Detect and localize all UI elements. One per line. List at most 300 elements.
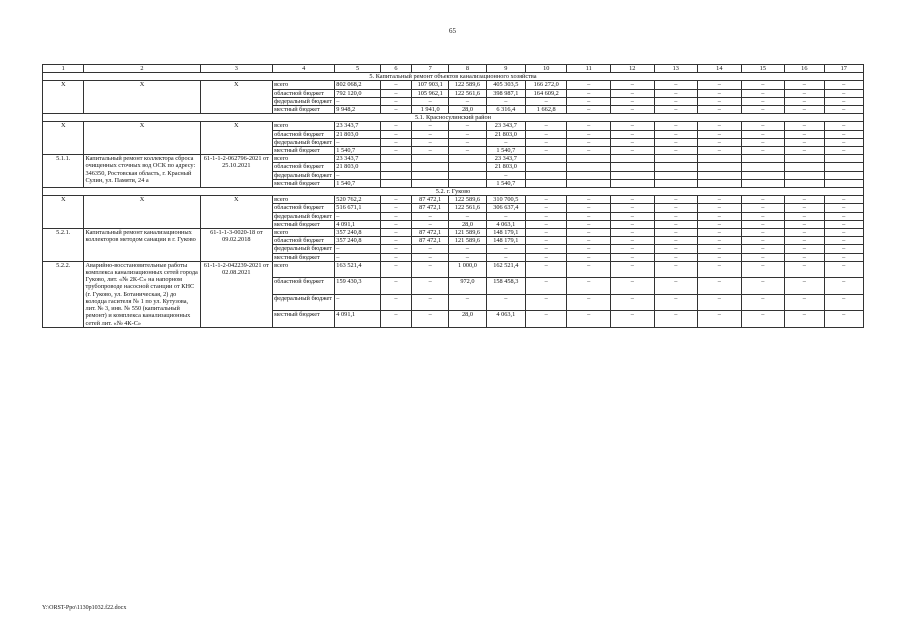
amount-cell: – [486, 138, 525, 146]
amount-cell: – [611, 106, 655, 114]
amount-cell: – [654, 97, 698, 105]
amount-cell [412, 155, 449, 163]
amount-cell [824, 171, 863, 179]
amount-cell: – [741, 212, 785, 220]
amount-cell: 1 540,7 [335, 179, 381, 187]
amount-cell: – [412, 311, 449, 327]
amount-cell [567, 163, 611, 171]
amount-cell: – [698, 204, 742, 212]
amount-cell: – [824, 130, 863, 138]
amount-cell: – [698, 237, 742, 245]
amount-cell: 87 472,1 [412, 196, 449, 204]
amount-cell: 1 540,7 [486, 179, 525, 187]
amount-cell: – [380, 138, 411, 146]
amount-cell: – [698, 97, 742, 105]
column-number: 14 [698, 65, 742, 73]
section-title: 5.2. г. Гуково [43, 188, 864, 196]
funding-source: федеральный бюджет [273, 212, 335, 220]
funding-source: местный бюджет [273, 311, 335, 327]
amount-cell: – [486, 171, 525, 179]
amount-cell [412, 171, 449, 179]
amount-cell: – [526, 245, 567, 253]
amount-cell: 21 803,0 [335, 130, 381, 138]
item-name: Капитальный ремонт коллектора сброса очищенных сточных вод ОСК по адресу: 346350, Ростовская область, г. Красный Сулин, ул. Памяти, 24 а [84, 155, 200, 188]
amount-cell: – [567, 245, 611, 253]
funding-source: областной бюджет [273, 163, 335, 171]
amount-cell: 21 803,0 [486, 163, 525, 171]
amount-cell: 1 662,8 [526, 106, 567, 114]
funding-source: местный бюджет [273, 253, 335, 261]
amount-cell: 1 000,0 [449, 261, 486, 277]
amount-cell: – [698, 212, 742, 220]
amount-cell: – [449, 294, 486, 310]
column-number: 13 [654, 65, 698, 73]
amount-cell: 1 540,7 [486, 147, 525, 155]
amount-cell [611, 171, 655, 179]
column-number: 8 [449, 65, 486, 73]
funding-source: всего [273, 81, 335, 89]
amount-cell [526, 163, 567, 171]
amount-cell: 972,0 [449, 278, 486, 294]
column-number-row [43, 65, 864, 73]
amount-cell: – [380, 261, 411, 277]
amount-cell: – [654, 229, 698, 237]
amount-cell: – [412, 122, 449, 130]
section-title-row [43, 73, 864, 81]
amount-cell: 9 948,2 [335, 106, 381, 114]
amount-cell: – [412, 147, 449, 155]
amount-cell: 148 179,1 [486, 237, 525, 245]
amount-cell: – [449, 253, 486, 261]
amount-cell [526, 179, 567, 187]
amount-cell [824, 155, 863, 163]
amount-cell: – [741, 97, 785, 105]
amount-cell [824, 163, 863, 171]
funding-source: федеральный бюджет [273, 294, 335, 310]
amount-cell: 23 343,7 [486, 122, 525, 130]
amount-cell: – [824, 138, 863, 146]
amount-cell: – [526, 237, 567, 245]
amount-cell: – [526, 253, 567, 261]
amount-cell: – [785, 122, 824, 130]
amount-cell: – [824, 81, 863, 89]
column-number: 15 [741, 65, 785, 73]
item-document: Х [200, 196, 273, 229]
table-row [43, 196, 864, 204]
amount-cell: – [412, 253, 449, 261]
amount-cell: – [785, 97, 824, 105]
amount-cell [611, 163, 655, 171]
column-number: 2 [84, 65, 200, 73]
funding-source: областной бюджет [273, 278, 335, 294]
amount-cell: – [380, 212, 411, 220]
amount-cell: – [526, 196, 567, 204]
amount-cell: 23 343,7 [486, 155, 525, 163]
amount-cell: – [654, 220, 698, 228]
amount-cell: 28,0 [449, 106, 486, 114]
amount-cell: – [824, 122, 863, 130]
item-number: 5.2.1. [43, 229, 84, 262]
amount-cell: 23 343,7 [335, 155, 381, 163]
amount-cell: – [335, 253, 381, 261]
funding-source: местный бюджет [273, 106, 335, 114]
amount-cell [741, 155, 785, 163]
amount-cell: – [611, 212, 655, 220]
funding-source: всего [273, 229, 335, 237]
amount-cell: – [412, 220, 449, 228]
amount-cell: – [611, 138, 655, 146]
amount-cell: – [380, 106, 411, 114]
amount-cell: – [380, 89, 411, 97]
funding-source: федеральный бюджет [273, 171, 335, 179]
amount-cell: – [412, 212, 449, 220]
funding-source: областной бюджет [273, 130, 335, 138]
amount-cell: – [449, 130, 486, 138]
table-row [43, 261, 864, 277]
amount-cell: – [526, 229, 567, 237]
amount-cell: – [412, 278, 449, 294]
amount-cell: – [380, 311, 411, 327]
amount-cell: 148 179,1 [486, 229, 525, 237]
amount-cell: – [785, 89, 824, 97]
amount-cell: 158 458,3 [486, 278, 525, 294]
item-document: Х [200, 81, 273, 114]
amount-cell: – [698, 89, 742, 97]
amount-cell: – [611, 229, 655, 237]
amount-cell: – [611, 237, 655, 245]
amount-cell: – [824, 204, 863, 212]
amount-cell: – [741, 204, 785, 212]
amount-cell: – [567, 229, 611, 237]
amount-cell: – [654, 81, 698, 89]
amount-cell: – [785, 229, 824, 237]
amount-cell: – [741, 106, 785, 114]
amount-cell: – [567, 147, 611, 155]
amount-cell: 23 343,7 [335, 122, 381, 130]
amount-cell [654, 179, 698, 187]
amount-cell [741, 163, 785, 171]
amount-cell: – [380, 253, 411, 261]
amount-cell [654, 163, 698, 171]
amount-cell: – [741, 294, 785, 310]
amount-cell: – [526, 122, 567, 130]
amount-cell: – [824, 196, 863, 204]
amount-cell [380, 155, 411, 163]
amount-cell: 792 120,0 [335, 89, 381, 97]
item-number: Х [43, 81, 84, 114]
amount-cell: – [785, 220, 824, 228]
amount-cell [380, 179, 411, 187]
amount-cell: – [785, 253, 824, 261]
item-name: Аварийно-восстановительные работы комплекса канализационных сетей города Гуково, лит. «№ 2К-С» на напорном трубопроводе насосной станции от КНС (г. Гуково, ул. Ботаническая, 2) до колодца гасителя № 1 по ул. Кутузова, лит. № 3, инв. № 550 (капитальный ремонт) и комплекса канализационных сетей лит. «№ 4К-С» [84, 261, 200, 327]
amount-cell [449, 163, 486, 171]
amount-cell: – [654, 204, 698, 212]
amount-cell [698, 179, 742, 187]
amount-cell: – [785, 212, 824, 220]
amount-cell: – [654, 237, 698, 245]
amount-cell: 516 671,1 [335, 204, 381, 212]
amount-cell: – [698, 278, 742, 294]
amount-cell: 398 987,1 [486, 89, 525, 97]
amount-cell: – [741, 138, 785, 146]
amount-cell: – [824, 278, 863, 294]
amount-cell: – [654, 294, 698, 310]
amount-cell: 105 962,1 [412, 89, 449, 97]
amount-cell: – [654, 245, 698, 253]
amount-cell [741, 171, 785, 179]
amount-cell: 4 063,1 [486, 311, 525, 327]
amount-cell: – [449, 245, 486, 253]
column-number: 7 [412, 65, 449, 73]
funding-source: местный бюджет [273, 220, 335, 228]
column-number: 17 [824, 65, 863, 73]
amount-cell [654, 171, 698, 179]
amount-cell [654, 155, 698, 163]
amount-cell: – [567, 237, 611, 245]
amount-cell: – [824, 212, 863, 220]
amount-cell: 4 091,1 [335, 311, 381, 327]
amount-cell: – [785, 294, 824, 310]
amount-cell: – [654, 106, 698, 114]
funding-source: областной бюджет [273, 204, 335, 212]
amount-cell: – [741, 122, 785, 130]
amount-cell: – [611, 294, 655, 310]
amount-cell: 21 803,0 [486, 130, 525, 138]
amount-cell: 4 063,1 [486, 220, 525, 228]
amount-cell: – [785, 138, 824, 146]
amount-cell: – [824, 89, 863, 97]
amount-cell: – [380, 122, 411, 130]
amount-cell: – [698, 138, 742, 146]
amount-cell: – [741, 245, 785, 253]
amount-cell: – [611, 204, 655, 212]
amount-cell [785, 155, 824, 163]
amount-cell: – [824, 245, 863, 253]
amount-cell: – [785, 106, 824, 114]
amount-cell: – [611, 311, 655, 327]
amount-cell: – [380, 147, 411, 155]
amount-cell [412, 163, 449, 171]
table-row [43, 155, 864, 163]
amount-cell [611, 179, 655, 187]
amount-cell: – [611, 122, 655, 130]
item-number: 5.2.2. [43, 261, 84, 327]
amount-cell: – [412, 261, 449, 277]
table-row [43, 122, 864, 130]
amount-cell: – [741, 220, 785, 228]
amount-cell [611, 155, 655, 163]
amount-cell: – [526, 294, 567, 310]
amount-cell: – [611, 278, 655, 294]
amount-cell [824, 179, 863, 187]
amount-cell [526, 171, 567, 179]
budget-table [42, 64, 864, 328]
amount-cell: 405 303,5 [486, 81, 525, 89]
amount-cell: – [449, 122, 486, 130]
amount-cell: – [526, 278, 567, 294]
table-row [43, 229, 864, 237]
amount-cell: 310 700,5 [486, 196, 525, 204]
amount-cell [412, 179, 449, 187]
amount-cell [698, 163, 742, 171]
amount-cell: – [611, 261, 655, 277]
amount-cell: – [567, 294, 611, 310]
amount-cell: – [567, 261, 611, 277]
amount-cell: – [526, 97, 567, 105]
amount-cell: – [785, 204, 824, 212]
column-number: 5 [335, 65, 381, 73]
amount-cell: – [785, 261, 824, 277]
amount-cell: – [824, 237, 863, 245]
table-row [43, 81, 864, 89]
amount-cell: – [741, 81, 785, 89]
amount-cell: 107 903,1 [412, 81, 449, 89]
amount-cell: – [567, 106, 611, 114]
amount-cell: – [698, 130, 742, 138]
column-number: 9 [486, 65, 525, 73]
amount-cell: – [654, 122, 698, 130]
amount-cell: 162 521,4 [486, 261, 525, 277]
amount-cell [449, 155, 486, 163]
amount-cell: – [785, 278, 824, 294]
amount-cell: – [526, 212, 567, 220]
amount-cell: – [567, 89, 611, 97]
amount-cell: – [567, 130, 611, 138]
amount-cell [380, 163, 411, 171]
amount-cell: – [335, 212, 381, 220]
amount-cell: – [611, 81, 655, 89]
amount-cell: – [698, 196, 742, 204]
funding-source: федеральный бюджет [273, 138, 335, 146]
amount-cell: 1 941,0 [412, 106, 449, 114]
amount-cell: – [526, 138, 567, 146]
amount-cell [380, 171, 411, 179]
item-name: Х [84, 122, 200, 155]
amount-cell: – [698, 122, 742, 130]
amount-cell: – [698, 253, 742, 261]
amount-cell [526, 155, 567, 163]
amount-cell: 159 430,3 [335, 278, 381, 294]
amount-cell: – [380, 130, 411, 138]
amount-cell: – [611, 147, 655, 155]
amount-cell: – [741, 89, 785, 97]
section-title-row [43, 114, 864, 122]
amount-cell [698, 155, 742, 163]
amount-cell: – [611, 245, 655, 253]
amount-cell [785, 163, 824, 171]
amount-cell: – [567, 212, 611, 220]
amount-cell: – [567, 253, 611, 261]
column-number: 4 [273, 65, 335, 73]
amount-cell: – [698, 229, 742, 237]
amount-cell: – [698, 245, 742, 253]
amount-cell: – [567, 196, 611, 204]
amount-cell: – [654, 89, 698, 97]
amount-cell [741, 179, 785, 187]
amount-cell: – [654, 138, 698, 146]
amount-cell: 357 240,8 [335, 237, 381, 245]
amount-cell: – [412, 130, 449, 138]
amount-cell: – [567, 122, 611, 130]
amount-cell: – [785, 81, 824, 89]
amount-cell: – [380, 220, 411, 228]
amount-cell: 87 472,1 [412, 229, 449, 237]
amount-cell: – [449, 147, 486, 155]
amount-cell: – [785, 245, 824, 253]
amount-cell: 122 561,6 [449, 89, 486, 97]
item-document: 61-1-1-2-062796-2021 от 25.10.2021 [200, 155, 273, 188]
amount-cell: 163 521,4 [335, 261, 381, 277]
amount-cell: – [380, 278, 411, 294]
amount-cell: – [741, 130, 785, 138]
amount-cell: – [380, 196, 411, 204]
amount-cell: – [380, 245, 411, 253]
item-number: Х [43, 196, 84, 229]
amount-cell: – [824, 294, 863, 310]
amount-cell: – [654, 261, 698, 277]
amount-cell: – [335, 294, 381, 310]
amount-cell: – [412, 97, 449, 105]
funding-source: областной бюджет [273, 89, 335, 97]
amount-cell: 164 609,2 [526, 89, 567, 97]
amount-cell: – [380, 97, 411, 105]
amount-cell: – [611, 196, 655, 204]
column-number: 6 [380, 65, 411, 73]
item-document: 61-1-1-3-0020-18 от 09.02.2018 [200, 229, 273, 262]
amount-cell [567, 179, 611, 187]
amount-cell: 1 540,7 [335, 147, 381, 155]
amount-cell: – [741, 311, 785, 327]
amount-cell: – [654, 196, 698, 204]
amount-cell: – [412, 245, 449, 253]
amount-cell: – [698, 311, 742, 327]
amount-cell: – [824, 261, 863, 277]
amount-cell: – [741, 253, 785, 261]
amount-cell: – [380, 204, 411, 212]
amount-cell: 87 472,1 [412, 237, 449, 245]
funding-source: федеральный бюджет [273, 245, 335, 253]
amount-cell: 166 272,0 [526, 81, 567, 89]
amount-cell: – [741, 237, 785, 245]
page-number: 65 [449, 27, 456, 35]
amount-cell: – [380, 81, 411, 89]
amount-cell: 121 589,6 [449, 229, 486, 237]
item-number: 5.1.1. [43, 155, 84, 188]
amount-cell: – [824, 253, 863, 261]
amount-cell: – [611, 89, 655, 97]
amount-cell: – [567, 138, 611, 146]
funding-source: всего [273, 122, 335, 130]
column-number: 16 [785, 65, 824, 73]
column-number: 10 [526, 65, 567, 73]
table-body [43, 65, 864, 328]
amount-cell: – [486, 294, 525, 310]
amount-cell: 122 561,6 [449, 204, 486, 212]
amount-cell: 21 803,0 [335, 163, 381, 171]
amount-cell: – [380, 229, 411, 237]
funding-source: всего [273, 155, 335, 163]
column-number: 3 [200, 65, 273, 73]
amount-cell: – [611, 97, 655, 105]
amount-cell: – [654, 253, 698, 261]
amount-cell: – [824, 220, 863, 228]
footer-file-path: Y:\ORST-Ppo\1130p1032.f22.docx [42, 605, 127, 611]
funding-source: федеральный бюджет [273, 97, 335, 105]
amount-cell [449, 179, 486, 187]
item-name: Капитальный ремонт канализационных коллекторов методом санации в г. Гуково [84, 229, 200, 262]
item-document: Х [200, 122, 273, 155]
amount-cell: – [526, 311, 567, 327]
